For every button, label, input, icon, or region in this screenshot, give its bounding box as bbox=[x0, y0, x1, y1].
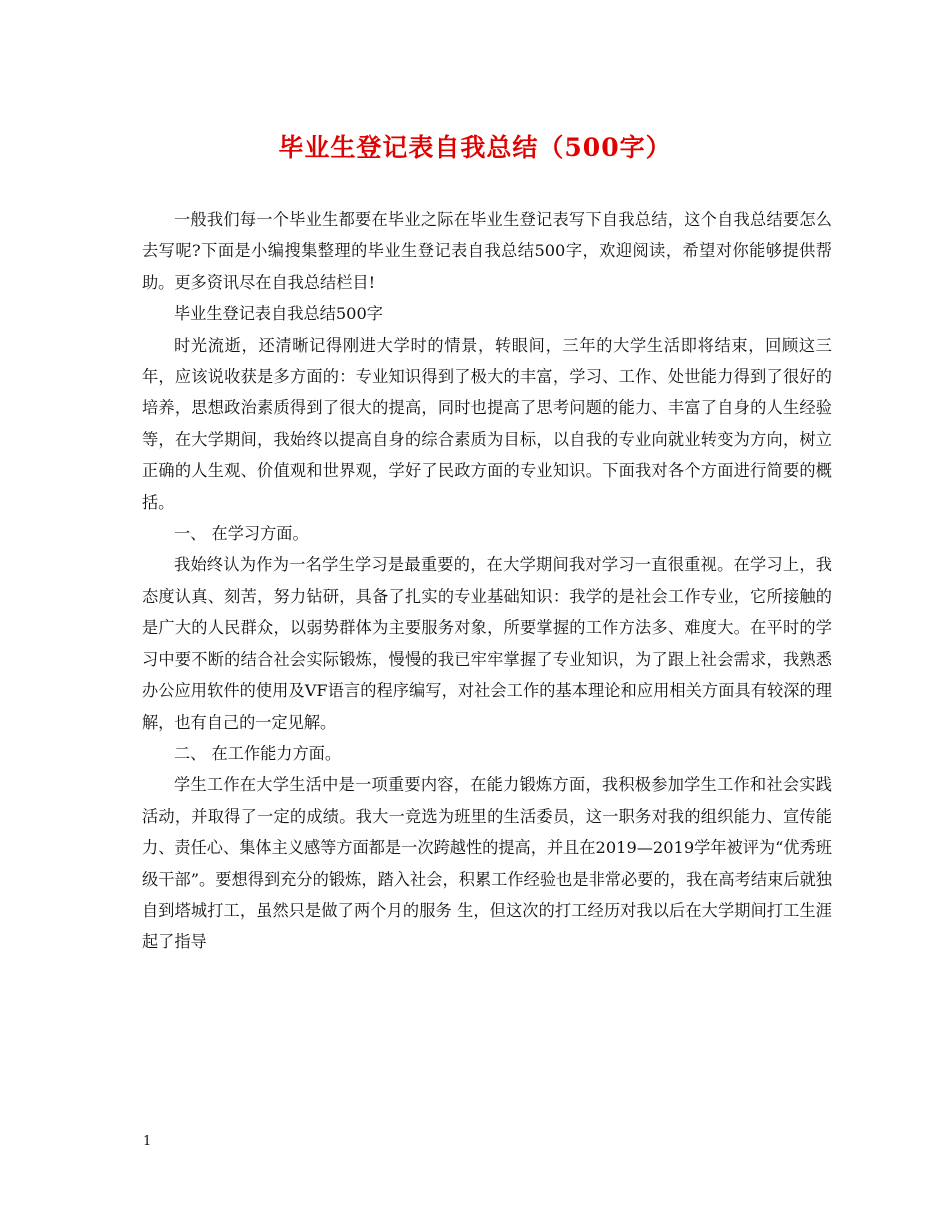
document-body bbox=[142, 204, 832, 958]
paragraph-intro: 一般我们每一个毕业生都要在毕业之际在毕业生登记表写下自我总结，这个自我总结要怎么去写呢?下面是小编搜集整理的毕业生登记表自我总结500字，欢迎阅读，希望对你能够提供帮助。更多资讯尽在自我总结栏目! bbox=[142, 210, 832, 292]
section-heading-work: 二、 在工作能力方面。 bbox=[174, 743, 342, 763]
paragraph-subtitle: 毕业生登记表自我总结500字 bbox=[174, 304, 383, 324]
section-heading-study: 一、 在学习方面。 bbox=[174, 524, 309, 544]
paragraph-work: 学生工作在大学生活中是一项重要内容，在能力锻炼方面，我积极参加学生工作和社会实践活动，并取得了一定的成绩。我大一竞选为班里的生活委员，这一职务对我的组织能力、宣传能力、责任心、集体主义感等方面都是一次跨越性的提高，并且在2019—2019学年被评为“优秀班级干部”。要想得到充分的锻炼，踏入社会，积累工作经验也是非常必要的，我在高考结束后就独自到塔城打工，虽然只是做了两个月的服务 生，但这次的打工经历对我以后在大学期间打工生涯起了指导 bbox=[142, 775, 832, 952]
paragraph-study: 我始终认为作为一名学生学习是最重要的，在大学期间我对学习一直很重视。在学习上，我态度认真、刻苦，努力钻研，具备了扎实的专业基础知识：我学的是社会工作专业，它所接触的是广大的人民群众，以弱势群体为主要服务对象，所要掌握的工作方法多、难度大。在平时的学习中要不断的结合社会实际锻炼，慢慢的我已牢牢掌握了专业知识，为了跟上社会需求，我熟悉办公应用软件的使用及VF语言的程序编写，对社会工作的基本理论和应用相关方面具有较深的理解，也有自己的一定见解。 bbox=[142, 555, 832, 732]
page-number: 1 bbox=[143, 1134, 152, 1149]
document-title: 毕业生登记表自我总结（500字） bbox=[278, 133, 672, 162]
paragraph-overview: 时光流逝，还清晰记得刚进大学时的情景，转眼间，三年的大学生活即将结束，回顾这三年，应该说收获是多方面的：专业知识得到了极大的丰富，学习、工作、处世能力得到了很好的培养，思想政治素质得到了很大的提高，同时也提高了思考问题的能力、丰富了自身的人生经验等，在大学期间，我始终以提高自身的综合素质为目标，以自我的专业向就业转变为方向，树立正确的人生观、价值观和世界观，学好了民政方面的专业知识。下面我对各个方面进行简要的概括。 bbox=[142, 335, 832, 512]
